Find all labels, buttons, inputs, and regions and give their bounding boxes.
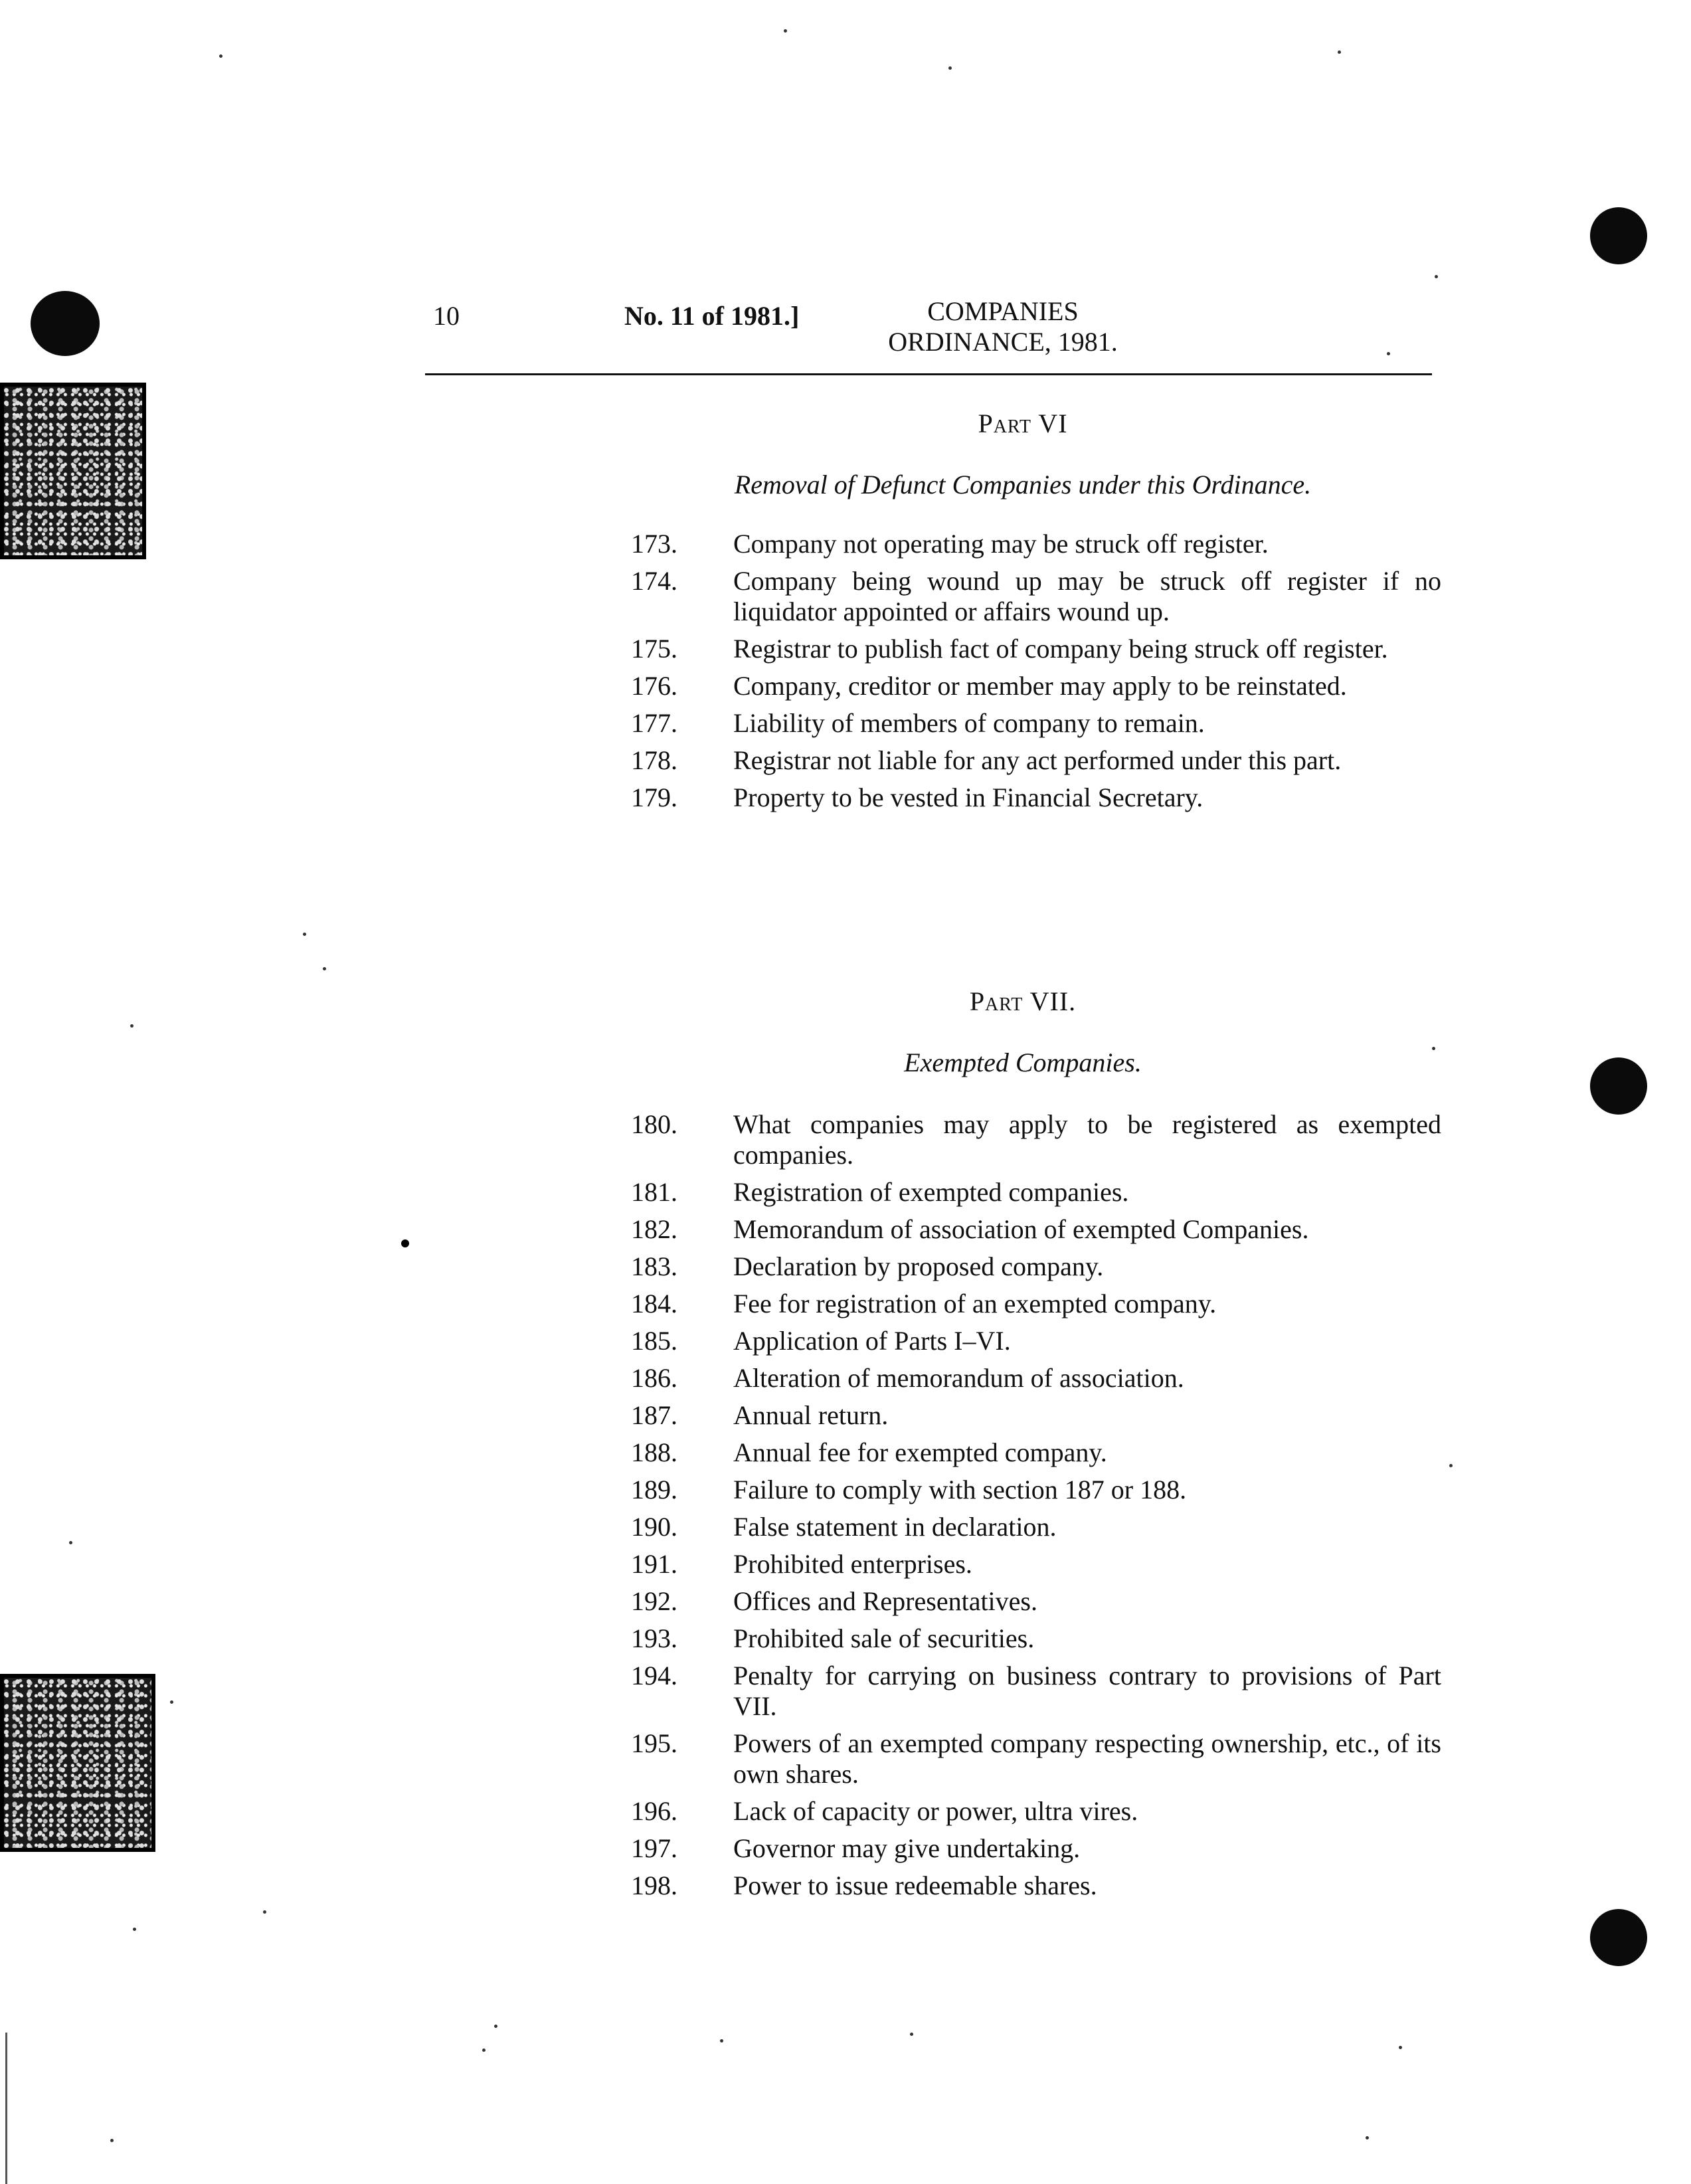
section-number: 195. (631, 1728, 677, 1758)
list-item (631, 1833, 1441, 1864)
list-item (631, 566, 1441, 627)
scan-edge-line (5, 2033, 7, 2184)
section-number: 191. (631, 1549, 677, 1579)
speck (1387, 352, 1390, 355)
section-heading: Powers of an exempted company respecting ownership, etc., of its own shares. (733, 1728, 1441, 1789)
list-item (631, 708, 1441, 739)
speck (170, 1700, 173, 1704)
list-item (631, 1475, 1441, 1505)
section-heading: Fee for registration of an exempted company. (733, 1289, 1217, 1319)
part-vi-subtitle: Removal of Defunct Companies under this Ordinance. (734, 470, 1312, 500)
speck (482, 2048, 486, 2052)
part-vii-subtitle: Exempted Companies. (904, 1047, 1142, 1077)
section-number: 192. (631, 1586, 677, 1616)
speck (910, 2033, 913, 2036)
list-item (631, 782, 1441, 813)
punch-hole-right-2 (1590, 1057, 1647, 1115)
speck (130, 1024, 134, 1028)
section-heading: Application of Parts I–VI. (733, 1326, 1011, 1356)
list-item (631, 1549, 1441, 1580)
section-heading: Registrar to publish fact of company being struck off register. (733, 634, 1388, 664)
list-item (631, 1177, 1441, 1208)
section-number: 180. (631, 1109, 677, 1139)
list-item (631, 671, 1441, 701)
list-item (631, 1214, 1441, 1245)
section-heading: Power to issue redeemable shares. (733, 1870, 1097, 1900)
section-number: 177. (631, 708, 677, 738)
section-heading: Prohibited sale of securities. (733, 1623, 1035, 1653)
section-number: 186. (631, 1363, 677, 1393)
section-heading: Memorandum of association of exempted Companies. (733, 1214, 1309, 1244)
section-number: 178. (631, 745, 677, 775)
section-number: 187. (631, 1400, 677, 1430)
list-item (631, 1400, 1441, 1431)
section-heading: What companies may apply to be registered as exempted companies. (733, 1109, 1441, 1170)
speck (110, 2139, 114, 2142)
punch-hole-right-3 (1590, 1909, 1647, 1966)
speck (1399, 2046, 1402, 2049)
section-heading: Offices and Representatives. (733, 1586, 1037, 1616)
section-heading: Registration of exempted companies. (733, 1177, 1129, 1207)
section-number: 198. (631, 1870, 677, 1900)
punch-hole-top-left (31, 291, 100, 356)
section-number: 188. (631, 1437, 677, 1467)
section-heading: Company not operating may be struck off register. (733, 529, 1269, 559)
section-number: 190. (631, 1512, 677, 1542)
section-heading: Company, creditor or member may apply to be reinstated. (733, 671, 1347, 701)
speck (323, 967, 326, 970)
list-item (631, 1586, 1441, 1617)
running-title-line-2: ORDINANCE, 1981. (888, 327, 1118, 357)
speck (1366, 2136, 1369, 2139)
section-heading: Penalty for carrying on business contrary to provisions of Part VII. (733, 1661, 1441, 1721)
list-item (631, 1109, 1441, 1170)
speck (1338, 50, 1341, 54)
section-heading: Liability of members of company to remain. (733, 708, 1205, 738)
part-vii-section-list (631, 1109, 1441, 1908)
speck (133, 1928, 136, 1931)
list-item (631, 1437, 1441, 1468)
speck (948, 66, 952, 70)
speck (720, 2039, 723, 2043)
section-number: 194. (631, 1661, 677, 1690)
section-heading: Registrar not liable for any act performed under this part. (733, 745, 1342, 775)
section-heading: Annual return. (733, 1400, 889, 1430)
running-title-line-1: COMPANIES (927, 296, 1079, 326)
section-number: 175. (631, 634, 677, 664)
section-heading: Prohibited enterprises. (733, 1549, 972, 1579)
section-number: 176. (631, 671, 677, 701)
speck (784, 29, 787, 33)
page-number: 10 (433, 301, 460, 331)
header-rule (425, 373, 1432, 375)
punch-hole-right-1 (1590, 207, 1647, 264)
running-title (857, 296, 1149, 357)
list-item (631, 1326, 1441, 1356)
section-heading: Failure to comply with section 187 or 188. (733, 1475, 1187, 1504)
section-heading: Company being wound up may be struck off register if no liquidator appointed or affairs wound up. (733, 566, 1441, 626)
section-number: 184. (631, 1289, 677, 1319)
list-item (631, 634, 1441, 664)
section-heading: Governor may give undertaking. (733, 1833, 1081, 1863)
list-item (631, 1289, 1441, 1319)
list-item (631, 1623, 1441, 1654)
list-item (631, 529, 1441, 559)
section-heading: Declaration by proposed company. (733, 1251, 1104, 1281)
ordinance-reference: No. 11 of 1981.] (624, 301, 800, 331)
speck (401, 1239, 409, 1247)
section-number: 196. (631, 1796, 677, 1826)
speck (69, 1541, 72, 1544)
section-number: 197. (631, 1833, 677, 1863)
list-item (631, 1796, 1441, 1827)
section-heading: Property to be vested in Financial Secretary. (733, 782, 1203, 812)
part-vi-section-list (631, 529, 1441, 820)
section-number: 181. (631, 1177, 677, 1207)
section-number: 183. (631, 1251, 677, 1281)
section-heading: False statement in declaration. (733, 1512, 1057, 1542)
scan-noise-patch-top (0, 383, 146, 559)
section-number: 173. (631, 529, 677, 559)
speck (303, 933, 306, 936)
section-number: 179. (631, 782, 677, 812)
list-item (631, 1512, 1441, 1542)
speck (263, 1910, 266, 1914)
part-vii-title: Part VII. (969, 986, 1077, 1016)
list-item (631, 1661, 1441, 1722)
section-number: 182. (631, 1214, 677, 1244)
section-heading: Lack of capacity or power, ultra vires. (733, 1796, 1138, 1826)
part-vi-title: Part VI (978, 409, 1068, 438)
section-heading: Alteration of memorandum of association. (733, 1363, 1184, 1393)
section-number: 189. (631, 1475, 677, 1504)
speck (494, 2025, 497, 2028)
list-item (631, 1363, 1441, 1394)
speck (219, 54, 222, 58)
list-item (631, 1728, 1441, 1789)
list-item (631, 1870, 1441, 1901)
speck (1435, 275, 1438, 278)
section-number: 193. (631, 1623, 677, 1653)
section-heading: Annual fee for exempted company. (733, 1437, 1107, 1467)
scan-noise-patch-bottom (0, 1674, 155, 1852)
speck (1432, 1047, 1435, 1050)
section-number: 185. (631, 1326, 677, 1356)
section-number: 174. (631, 566, 677, 596)
list-item (631, 745, 1441, 776)
speck (1449, 1464, 1453, 1467)
list-item (631, 1251, 1441, 1282)
